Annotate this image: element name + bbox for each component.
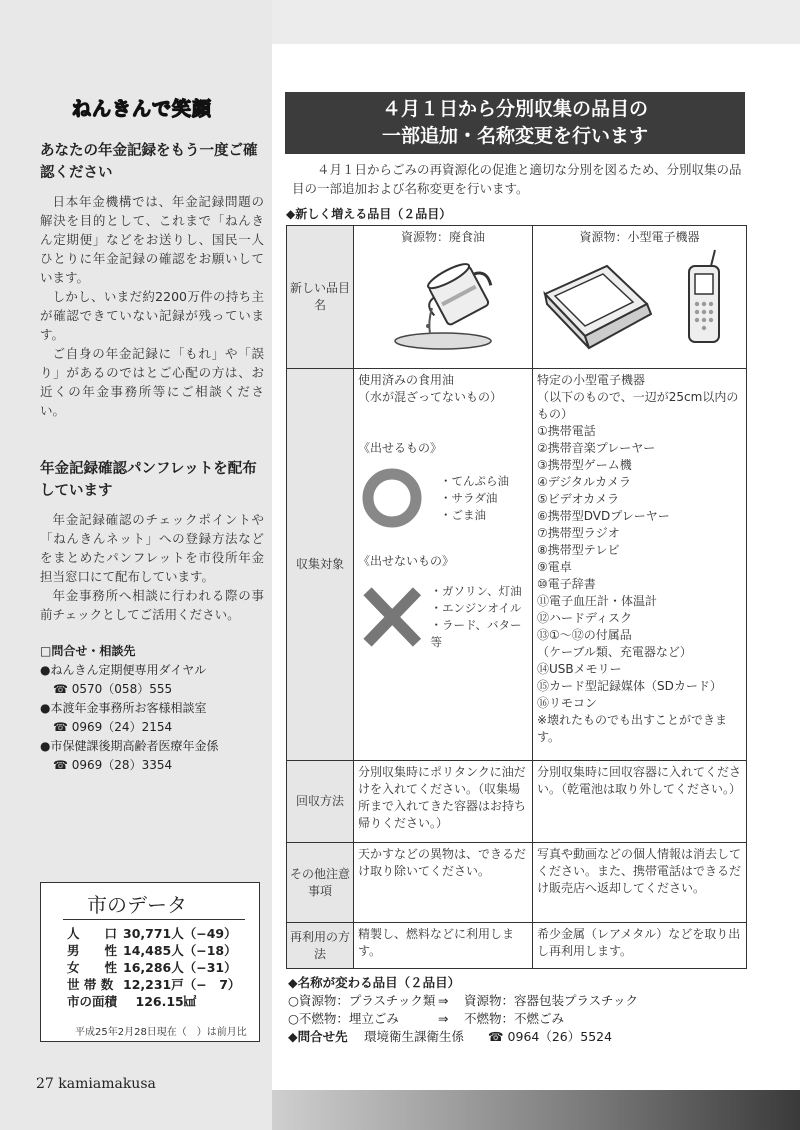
city-data-value: 30,771人（−49） — [123, 926, 237, 941]
device-target-cell — [533, 369, 747, 761]
city-data-row — [67, 925, 253, 942]
city-data-value: 16,286人（−31） — [123, 960, 237, 975]
new-items-table — [286, 225, 747, 969]
col-header-device: 資源物：小型電子機器 — [579, 230, 700, 244]
device-item: ③携帯型ゲーム機 — [537, 458, 632, 472]
ok-item: ・サラダ油 — [440, 490, 498, 505]
city-data-label: 市の面積 — [67, 994, 118, 1009]
page-title-banner — [285, 92, 745, 154]
rename-from: ○資源物：プラスチック類 — [288, 993, 436, 1008]
device-item: ⑧携帯型テレビ — [537, 543, 620, 557]
city-data-value: 12,231戸（− 7） — [123, 977, 241, 992]
oil-reuse-text: 精製し、燃料などに利用します。 — [354, 923, 533, 969]
section1-body — [40, 192, 264, 420]
rename-arrow: ⇒ — [438, 1011, 449, 1026]
ng-item: ・ガソリン、灯油 — [430, 584, 522, 598]
banner-line: 一部追加・名称変更を行います — [381, 125, 648, 147]
city-data-row — [67, 942, 253, 959]
section1-paragraph: 日本年金機構では、年金記録問題の解決を目的として、これまで「ねんきん定期便」などをお送りし、国民一人ひとりに年金記録の確認をお願いしています。 — [40, 194, 264, 285]
city-data-value: 14,485人（−18） — [123, 943, 237, 958]
section1-paragraph: ご自身の年金記録に「もれ」や「誤り」があるのではとご心配の方は、お近くの年金事務所等にご相談ください。 — [40, 346, 264, 418]
city-data-row — [67, 993, 253, 1010]
rename-label: ◆名称が変わる品目（２品目） — [288, 975, 461, 990]
device-item: （ケーブル類、充電器など） — [537, 645, 692, 659]
contact-list — [40, 642, 268, 775]
city-data-value: 126.15㎢ — [123, 994, 197, 1009]
rename-row — [288, 1010, 638, 1028]
device-item: ⑪電子血圧計・体温計 — [537, 594, 658, 608]
ng-group — [358, 582, 528, 652]
section1-paragraph: しかし、いまだ約2200万件の持ち主が確認できていない記録が残っています。 — [40, 289, 264, 342]
section2-paragraph: 年金事務所へ相談に行われる際の事前チェックとしてご活用ください。 — [40, 588, 264, 622]
contact-row — [288, 1028, 638, 1046]
contact-name: ●市保健課後期高齢者医療年金係 — [40, 739, 219, 753]
oil-target-line: 使用済みの食用油 — [358, 373, 455, 387]
banner-line: ４月１日から分別収集の品目の — [381, 98, 648, 120]
section2-body — [40, 510, 264, 624]
device-notes-text: 写真や動画などの個人情報は消去してください。また、携帯電話はできるだけ販売店へ返却してください。 — [533, 843, 747, 923]
contact-phone: ☎ 0570（058）555 — [53, 682, 173, 696]
table-row — [287, 226, 747, 369]
device-item: 特定の小型電子機器 — [537, 373, 646, 387]
city-data-rows — [67, 925, 253, 1010]
table-row — [287, 761, 747, 843]
section2-heading: 年金記録確認パンフレットを配布しています — [40, 461, 257, 499]
row-label-notes: その他注意事項 — [287, 843, 354, 923]
ng-label: 《出せないもの》 — [358, 554, 455, 568]
rename-section — [288, 974, 638, 1046]
device-item: ⑦携帯型ラジオ — [537, 526, 620, 540]
city-data-label: 人 口 — [67, 926, 118, 941]
row-label-collection: 回収方法 — [287, 761, 354, 843]
row-label-target: 収集対象 — [287, 369, 354, 761]
bottom-gradient-band — [272, 1090, 800, 1130]
city-data-title: 市のデータ — [87, 893, 187, 917]
oil-target-cell — [354, 369, 533, 761]
oil-pot-pouring-icon — [358, 246, 528, 356]
oil-notes-text: 天かすなどの異物は、できるだけ取り除いてください。 — [354, 843, 533, 923]
device-item: ⑫ハードディスク — [537, 611, 633, 625]
ng-item: ・ラード、バター等 — [430, 618, 522, 649]
rename-to: 不燃物：不燃ごみ — [464, 1011, 565, 1026]
ok-list — [440, 473, 509, 524]
city-data-row — [67, 959, 253, 976]
table-row — [287, 923, 747, 969]
contact-title: □問合せ・相談先 — [40, 644, 136, 658]
top-band — [272, 0, 800, 44]
contact-label: ◆問合せ先 — [288, 1029, 348, 1044]
contact-phone: ☎ 0969（24）2154 — [53, 720, 173, 734]
device-collection-text: 分別収集時に回収容器に入れてください。（乾電池は取り外してください。） — [533, 761, 747, 843]
contact-dept: 環境衛生課衛生係 — [364, 1029, 465, 1044]
ok-label: 《出せるもの》 — [358, 441, 443, 455]
device-item: ⑨電卓 — [537, 560, 572, 574]
city-data-note: 平成25年2月28日現在（ ）は前月比 — [75, 1027, 247, 1038]
device-item: ⑭USBメモリー — [537, 662, 622, 676]
contact-phone: ☎ 0969（28）3354 — [53, 758, 173, 772]
device-item: ④デジタルカメラ — [537, 475, 632, 489]
cross-ng-icon — [358, 582, 427, 652]
table-row — [287, 369, 747, 761]
rename-row — [288, 992, 638, 1010]
device-item: ⑮カード型記録媒体（SDカード） — [537, 679, 722, 693]
section1-heading: あなたの年金記録をもう一度ご確認ください — [40, 143, 258, 181]
city-data-box — [40, 882, 260, 1042]
device-item: ①携帯電話 — [537, 424, 596, 438]
city-data-divider — [63, 919, 245, 920]
page-number: 27 kamiamakusa — [36, 1076, 156, 1092]
circle-ok-icon — [358, 467, 430, 529]
device-item: ※壊れたものでも出すことができます。 — [537, 713, 728, 744]
oil-cell — [354, 226, 533, 369]
oil-collection-text: 分別収集時にポリタンクに油だけを入れてください。（収集場所まで入れてきた容器はお持ち帰りください。） — [354, 761, 533, 843]
device-cell — [533, 226, 747, 369]
ng-item: ・エンジンオイル — [430, 601, 522, 615]
device-item: （以下のもので、一辺が25cm以内のもの） — [537, 390, 739, 421]
intro-paragraph: ４月１日からごみの再資源化の促進と適切な分別を図るため、分別収集の品目の一部追加および名称変更を行います。 — [292, 162, 742, 196]
device-item: ⑤ビデオカメラ — [537, 492, 620, 506]
city-data-row — [67, 976, 253, 993]
rename-to: 資源物：容器包装プラスチック — [464, 993, 639, 1008]
row-label-item-name: 新しい品目名 — [287, 226, 354, 369]
ok-group — [358, 467, 528, 529]
device-item: ②携帯音楽プレーヤー — [537, 441, 656, 455]
contact-phone-number: ☎ 0964（26）5524 — [488, 1029, 613, 1044]
col-header-oil: 資源物：廃食油 — [400, 230, 485, 244]
game-and-phone-icon — [537, 246, 742, 356]
new-items-label: ◆新しく増える品目（２品目） — [286, 207, 452, 221]
rename-arrow: ⇒ — [438, 993, 449, 1008]
device-item: ⑯リモコン — [537, 696, 598, 710]
oil-target-line: （水が混ざってないもの） — [358, 390, 503, 404]
device-reuse-text: 希少金属（レアメタル）などを取り出し再利用します。 — [533, 923, 747, 969]
city-data-label: 男 性 — [67, 943, 118, 958]
contact-name: ●本渡年金事務所お客様相談室 — [40, 701, 207, 715]
city-data-label: 世 帯 数 — [67, 977, 114, 992]
intro-text — [292, 160, 744, 198]
ok-item: ・ごま油 — [440, 507, 486, 522]
device-item: ⑥携帯型DVDプレーヤー — [537, 509, 670, 523]
section2-paragraph: 年金記録確認のチェックポイントや「ねんきんネット」への登録方法などをまとめたパンフレットを市役所年金担当窓口にて配布しています。 — [40, 512, 264, 584]
rename-from: ○不燃物：埋立ごみ — [288, 1011, 399, 1026]
ng-list — [431, 583, 529, 651]
contact-name: ●ねんきん定期便専用ダイヤル — [40, 663, 207, 677]
city-data-label: 女 性 — [67, 960, 118, 975]
device-item: ⑩電子辞書 — [537, 577, 596, 591]
device-item: ⑬①〜⑫の付属品 — [537, 628, 632, 642]
ok-item: ・てんぷら油 — [440, 473, 509, 488]
table-row — [287, 843, 747, 923]
pension-logo-title: ねんきんで笑顔 — [72, 98, 213, 120]
row-label-reuse: 再利用の方法 — [287, 923, 354, 969]
